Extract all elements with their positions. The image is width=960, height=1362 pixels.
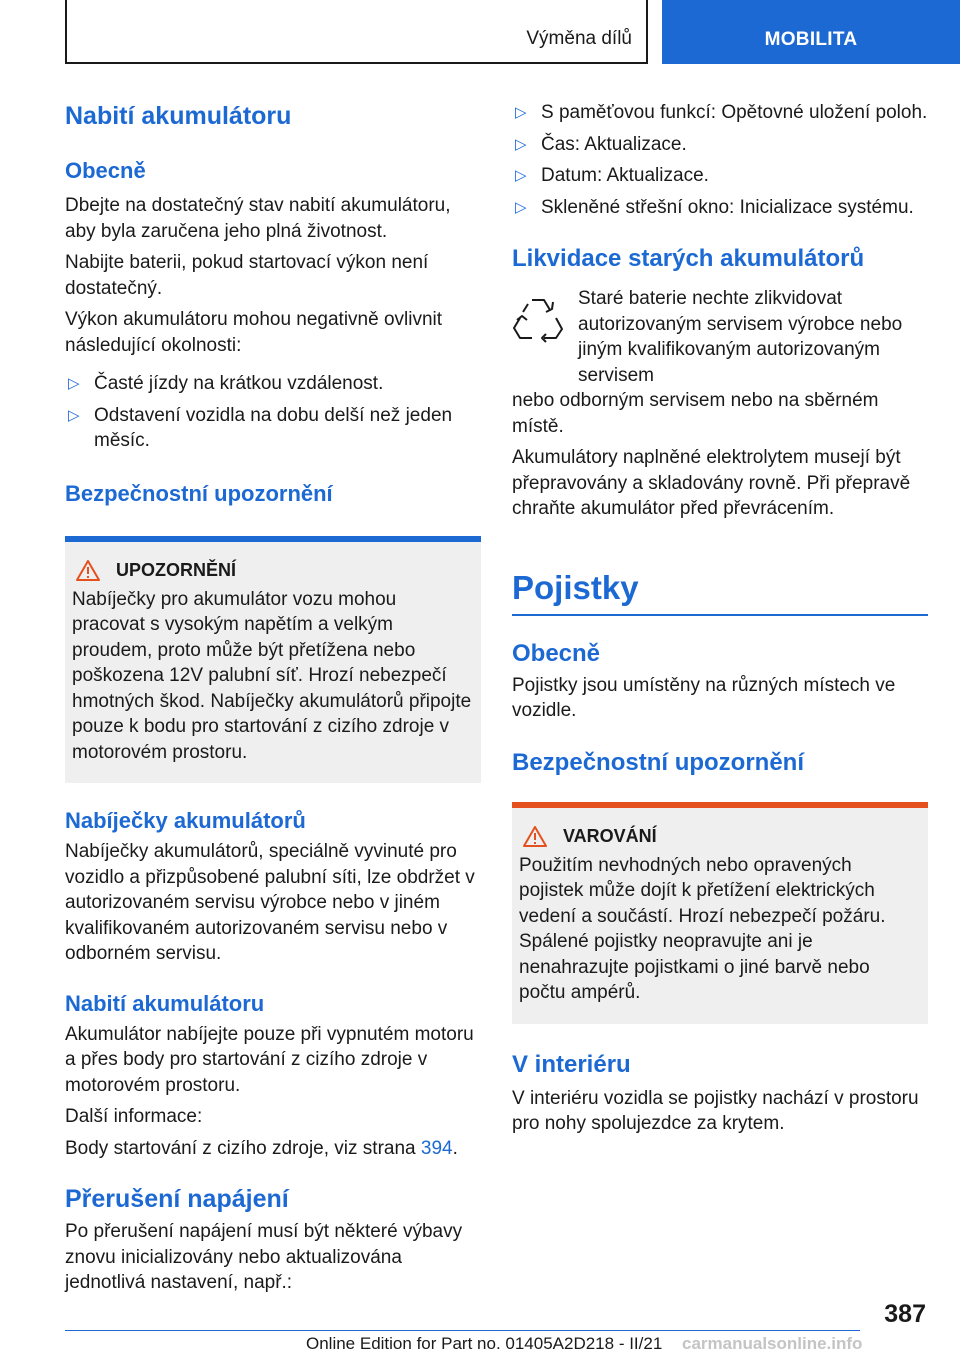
left-column [65,100,481,1296]
caution-text: Nabíječky pro akumulátor vozu mohou pracovat s vysokým napětím a velkým proudem, proto může být přetížena nebo poškozena 12V palubní síť. Hrozí nebezpečí hmotných škod. Nabíječky akumulátorů připojte pouze k bodu pro startování z cizího zdroje v motorovém prostoru. [72,588,472,763]
heading-charging-2: Nabití akumulátoru [65,990,265,1016]
bullet-triangle-icon: ▷ [68,406,80,424]
heading-interrupt: Přerušení napájení [65,1185,289,1213]
caution-box [65,536,481,784]
heading-interior: V interiéru [512,1050,631,1078]
list-item: ▷ Datum: Aktualizace. [512,163,928,189]
footer-watermark: carmanualsonline.info [682,1334,863,1353]
paragraph: Dbejte na dostatečný stav nabití akumulátoru, aby byla zaručena jeho plná životnost. [65,195,451,242]
list-item: ▷ Odstavení vozidla na dobu delší než jeden měsíc. [68,404,453,451]
warning-title: VAROVÁNÍ [519,826,920,847]
list-item: ▷ S paměťovou funkcí: Opětovné uložení poloh. [512,100,928,126]
paragraph: Staré baterie nechte zlikvidovat autorizovaným servisem výrobce nebo jiným kvalifikovaným autorizovaným servisem [578,288,903,386]
recycle-icon [512,294,564,344]
paragraph: Akumulátor nabíjejte pouze při vypnutém motoru a přes body pro startování z cizího zdroje v motorovém prostoru. [65,1023,474,1096]
paragraph: Po přerušení napájení musí být některé výbavy znovu inicializovány nebo aktualizována jednotlivá nastavení, např.: [65,1221,463,1293]
warning-triangle-icon [523,826,547,847]
warning-triangle-icon [76,560,100,581]
paragraph: Pojistky jsou umístěny na různých místech ve vozidle. [512,674,896,721]
paragraph: nebo odborným servisem nebo na sběrném místě. [512,390,879,437]
header-section-title: Výměna dílů [526,28,632,49]
chapter-tab [662,0,960,64]
paragraph: Další informace: [65,1106,203,1127]
list-item: ▷ Čas: Aktualizace. [512,132,928,158]
bullet-list [65,371,481,454]
header-box [65,0,648,64]
warning-text: Použitím nevhodných nebo opravených pojistek může dojít k přetížení elektrických vedení a součástí. Hrozí nebezpečí požáru. Spálené pojistky neopravujte ani je nenahrazujte pojistkami o jiné barvě nebo počtu ampérů. [519,854,886,1003]
bullet-triangle-icon: ▷ [515,135,527,153]
chapter-tab-label: MOBILITA [764,29,858,50]
right-column [512,100,928,1137]
heading-general: Obecně [512,639,601,667]
page-link[interactable]: 394 [420,1137,453,1159]
paragraph: Výkon akumulátoru mohou negativně ovlivnit následující okolnosti: [65,309,443,356]
footer-rule [65,1330,860,1331]
heading-safety: Bezpečnostní upozornění [65,480,333,506]
bullet-triangle-icon: ▷ [515,198,527,216]
bullet-triangle-icon: ▷ [515,167,527,184]
heading-safety: Bezpečnostní upozornění [512,748,805,776]
bullet-triangle-icon: ▷ [68,375,80,392]
paragraph: Akumulátory naplněné elektrolytem musejí být přepravovány a skladovány rovně. Při přepravě chraňte akumulátor před převrácením. [512,447,911,519]
bullet-triangle-icon: ▷ [515,104,527,121]
footer-edition: Online Edition for Part no. 01405A2D218 - II/21 [306,1334,663,1353]
paragraph: Nabijte baterii, pokud startovací výkon není dostatečný. [65,252,429,299]
page-number: 387 [884,1300,926,1328]
heading-fuses: Pojistky [512,566,928,616]
heading-general: Obecně [65,158,146,183]
heading-chargers: Nabíječky akumulátorů [65,808,306,833]
paragraph: V interiéru vozidla se pojistky nachází v prostoru pro nohy spolujezdce za krytem. [512,1087,919,1134]
bullet-list [512,100,928,220]
heading-disposal: Likvidace starých akumulátorů [512,245,865,272]
heading-charging: Nabití akumulátoru [65,102,292,130]
list-item: ▷ Časté jízdy na krátkou vzdálenost. [65,371,481,397]
warning-box [512,802,928,1024]
reference-paragraph: Body startování z cizího zdroje, viz strana 394. [65,1137,458,1159]
disposal-block [512,286,928,439]
caution-title: UPOZORNĚNÍ [72,560,473,581]
list-item: ▷ Skleněné střešní okno: Inicializace systému. [512,195,928,221]
paragraph: Nabíječky akumulátorů, speciálně vyvinuté pro vozidlo a přizpůsobené palubní síti, lze obdržet v autorizovaném servisu výrobce nebo v jiném kvalifikovaném autorizovaném servisu nebo v odborném servisu. [65,841,475,964]
